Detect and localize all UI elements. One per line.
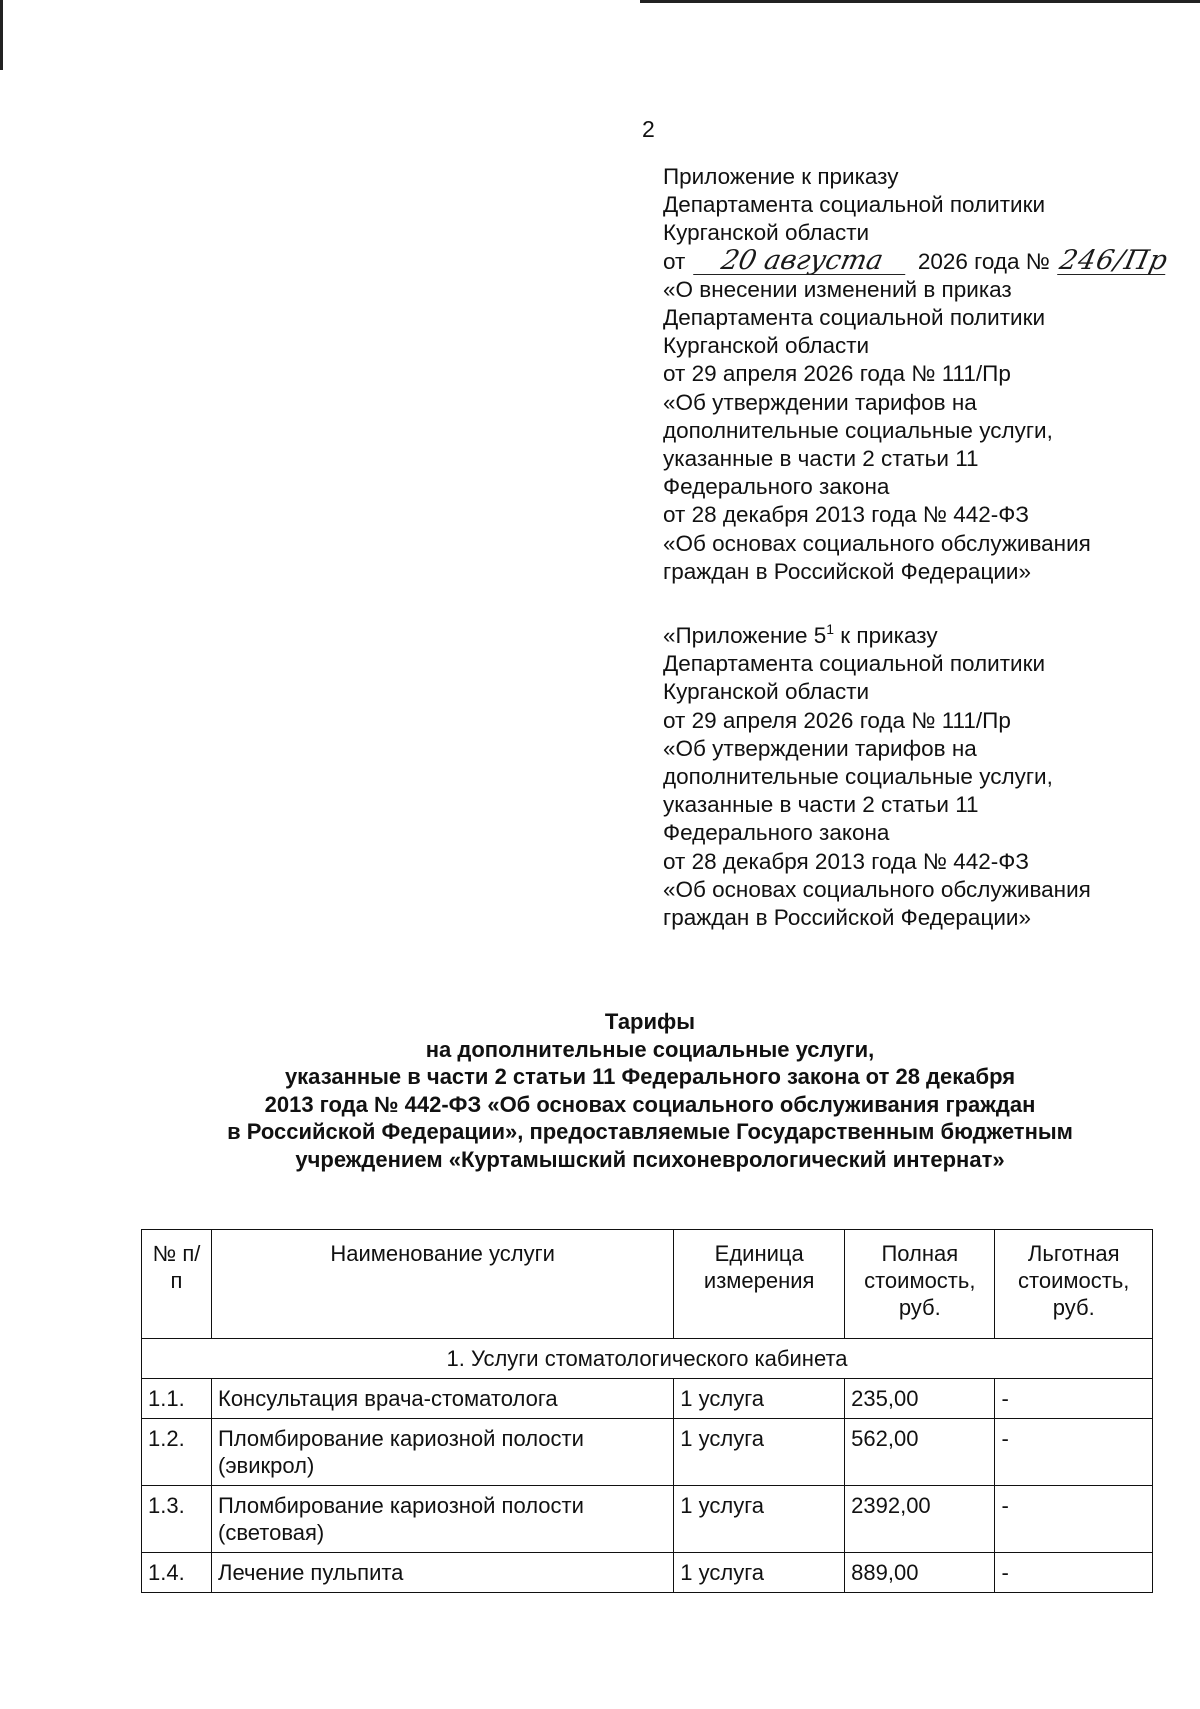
appendix-line: указанные в части 2 статьи 11: [663, 446, 979, 472]
cell-number: 1.1.: [142, 1379, 212, 1419]
appendix-5-1-sup: 1: [826, 621, 835, 638]
header-number: № п/п: [142, 1230, 212, 1339]
table-row: [142, 1379, 1153, 1419]
section-row: [142, 1339, 1153, 1379]
cell-number: 1.2.: [142, 1419, 212, 1486]
appendix-line: дополнительные социальные услуги,: [663, 417, 1053, 443]
appendix-line: граждан в Российской Федерации»: [663, 905, 1031, 931]
scan-edge-left: [0, 0, 3, 70]
cell-benefit-price: -: [995, 1553, 1153, 1593]
appendix-header: [663, 163, 1172, 932]
cell-number: 1.3.: [142, 1486, 212, 1553]
table-row: [142, 1553, 1153, 1593]
cell-service-name: Лечение пульпита: [212, 1553, 674, 1593]
appendix-line: Федерального закона: [663, 474, 890, 500]
cell-full-price: 2392,00: [845, 1486, 995, 1553]
scan-edge-top: [640, 0, 1200, 3]
cell-unit: 1 услуга: [674, 1419, 845, 1486]
appendix-line: Курганской области: [663, 333, 870, 359]
header-benefit-price: Льготная стоимость, руб.: [995, 1230, 1153, 1339]
section-title: 1. Услуги стоматологического кабинета: [142, 1339, 1153, 1379]
cell-benefit-price: -: [995, 1486, 1153, 1553]
appendix-line: «О внесении изменений в приказ: [663, 276, 1012, 302]
year-text: 2026 года №: [917, 248, 1050, 274]
header-unit: Единица измерения: [674, 1230, 845, 1339]
title-line: учреждением «Куртамышский психоневрологический интернат»: [295, 1146, 1005, 1172]
cell-benefit-price: -: [995, 1419, 1153, 1486]
appendix-line: Приложение к приказу: [663, 164, 899, 189]
appendix-line: граждан в Российской Федерации»: [663, 558, 1031, 584]
appendix-line: Курганской области: [663, 679, 870, 705]
document-title: [100, 1008, 1200, 1174]
spacer: [663, 586, 1143, 622]
handwritten-date: 20 августа: [693, 248, 911, 275]
title-line: Тарифы: [604, 1009, 696, 1034]
cell-service-name: Пломбирование кариозной полости (эвикрол): [212, 1419, 674, 1486]
appendix-line: Департамента социальной политики: [663, 192, 1046, 218]
appendix-line: Федерального закона: [663, 820, 890, 846]
appendix-line: указанные в части 2 статьи 11: [663, 792, 979, 818]
cell-service-name: Пломбирование кариозной полости (световая): [212, 1486, 674, 1553]
title-line: в Российской Федерации», предоставляемые Государственным бюджетным: [227, 1119, 1073, 1145]
appendix-line: Курганской области: [663, 220, 870, 246]
title-line: 2013 года № 442-ФЗ «Об основах социального обслуживания граждан: [264, 1091, 1036, 1117]
appendix-line: «Об утверждении тарифов на: [663, 389, 977, 415]
cell-unit: 1 услуга: [674, 1379, 845, 1419]
title-line: на дополнительные социальные услуги,: [425, 1036, 875, 1062]
table-row: [142, 1486, 1153, 1553]
cell-unit: 1 услуга: [674, 1553, 845, 1593]
cell-unit: 1 услуга: [674, 1486, 845, 1553]
tariffs-table: [141, 1229, 1153, 1593]
header-service-name: Наименование услуги: [212, 1230, 674, 1339]
appendix-line: от 28 декабря 2013 года № 442-ФЗ: [663, 502, 1029, 528]
appendix-5-1-first-line: [663, 622, 1143, 650]
header-full-price: Полная стоимость, руб.: [845, 1230, 995, 1339]
appendix-line: Департамента социальной политики: [663, 651, 1046, 677]
appendix-line: от 28 декабря 2013 года № 442-ФЗ: [663, 848, 1029, 874]
appendix-line: дополнительные социальные услуги,: [663, 764, 1053, 790]
cell-benefit-price: -: [995, 1379, 1153, 1419]
cell-full-price: 235,00: [845, 1379, 995, 1419]
title-line: указанные в части 2 статьи 11 Федерального закона от 28 декабря: [284, 1064, 1016, 1090]
appendix-5-1-suffix: к приказу: [834, 623, 938, 649]
order-date-line: [663, 244, 1172, 276]
table-row: [142, 1419, 1153, 1486]
appendix-line: «Об основах социального обслуживания: [663, 876, 1091, 902]
appendix-line: «Об утверждении тарифов на: [663, 735, 977, 761]
cell-full-price: 562,00: [845, 1419, 995, 1486]
handwritten-order-number: 246/Пр: [1057, 244, 1172, 276]
appendix-line: «Об основах социального обслуживания: [663, 530, 1091, 556]
appendix-line: Департамента социальной политики: [663, 305, 1046, 331]
date-prefix: от: [663, 248, 686, 274]
appendix-line: от 29 апреля 2026 года № 111/Пр: [663, 361, 1011, 387]
table-header-row: [142, 1230, 1153, 1339]
cell-number: 1.4.: [142, 1553, 212, 1593]
cell-full-price: 889,00: [845, 1553, 995, 1593]
cell-service-name: Консультация врача-стоматолога: [212, 1379, 674, 1419]
page-number: 2: [642, 116, 655, 142]
appendix-line: от 29 апреля 2026 года № 111/Пр: [663, 707, 1011, 733]
appendix-5-1-prefix: «Приложение 5: [663, 623, 827, 649]
